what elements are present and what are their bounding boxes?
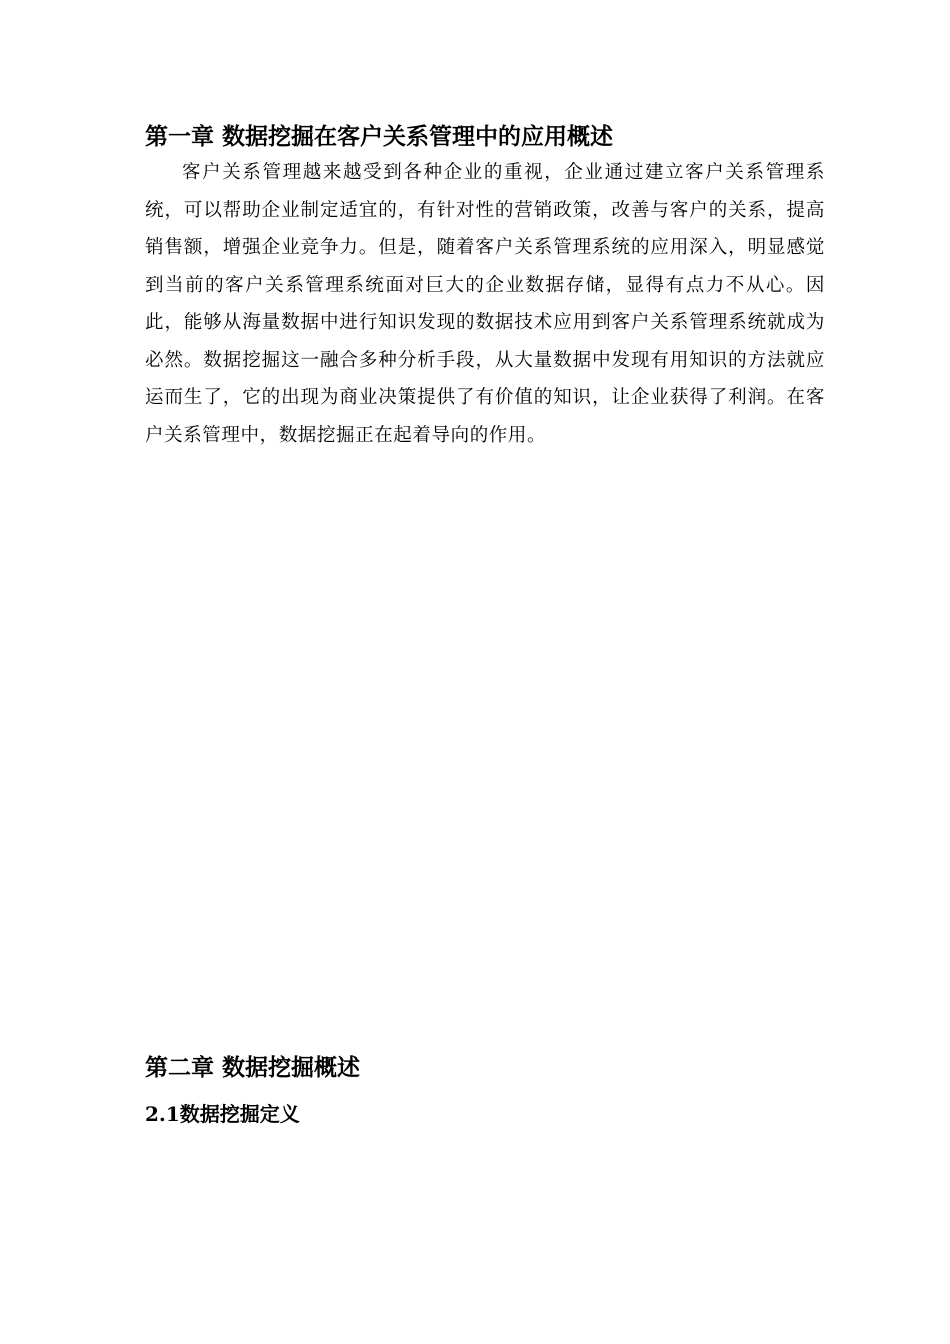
chapter-2-title: 第二章 数据挖掘概述 xyxy=(145,1054,361,1081)
chapter-1-title: 第一章 数据挖掘在客户关系管理中的应用概述 xyxy=(145,123,614,150)
section-2-1-title: 2.1数据挖掘定义 xyxy=(145,1102,300,1126)
chapter-1 xyxy=(145,120,825,454)
chapter-2 xyxy=(145,1050,825,1132)
chapter-1-paragraph: 客户关系管理越来越受到各种企业的重视，企业通过建立客户关系管理系统，可以帮助企业制定适宜的，有针对性的营销政策，改善与客户的关系，提高销售额，增强企业竞争力。但是，随着客户关系管理系统的应用深入，明显感觉到当前的客户关系管理系统面对巨大的企业数据存储，显得有点力不从心。因此，能够从海量数据中进行知识发现的数据技术应用到客户关系管理系统就成为必然。数据挖掘这一融合多种分析手段，从大量数据中发现有用知识的方法就应运而生了，它的出现为商业决策提供了有价值的知识，让企业获得了利润。在客户关系管理中，数据挖掘正在起着导向的作用。 xyxy=(145,162,825,446)
